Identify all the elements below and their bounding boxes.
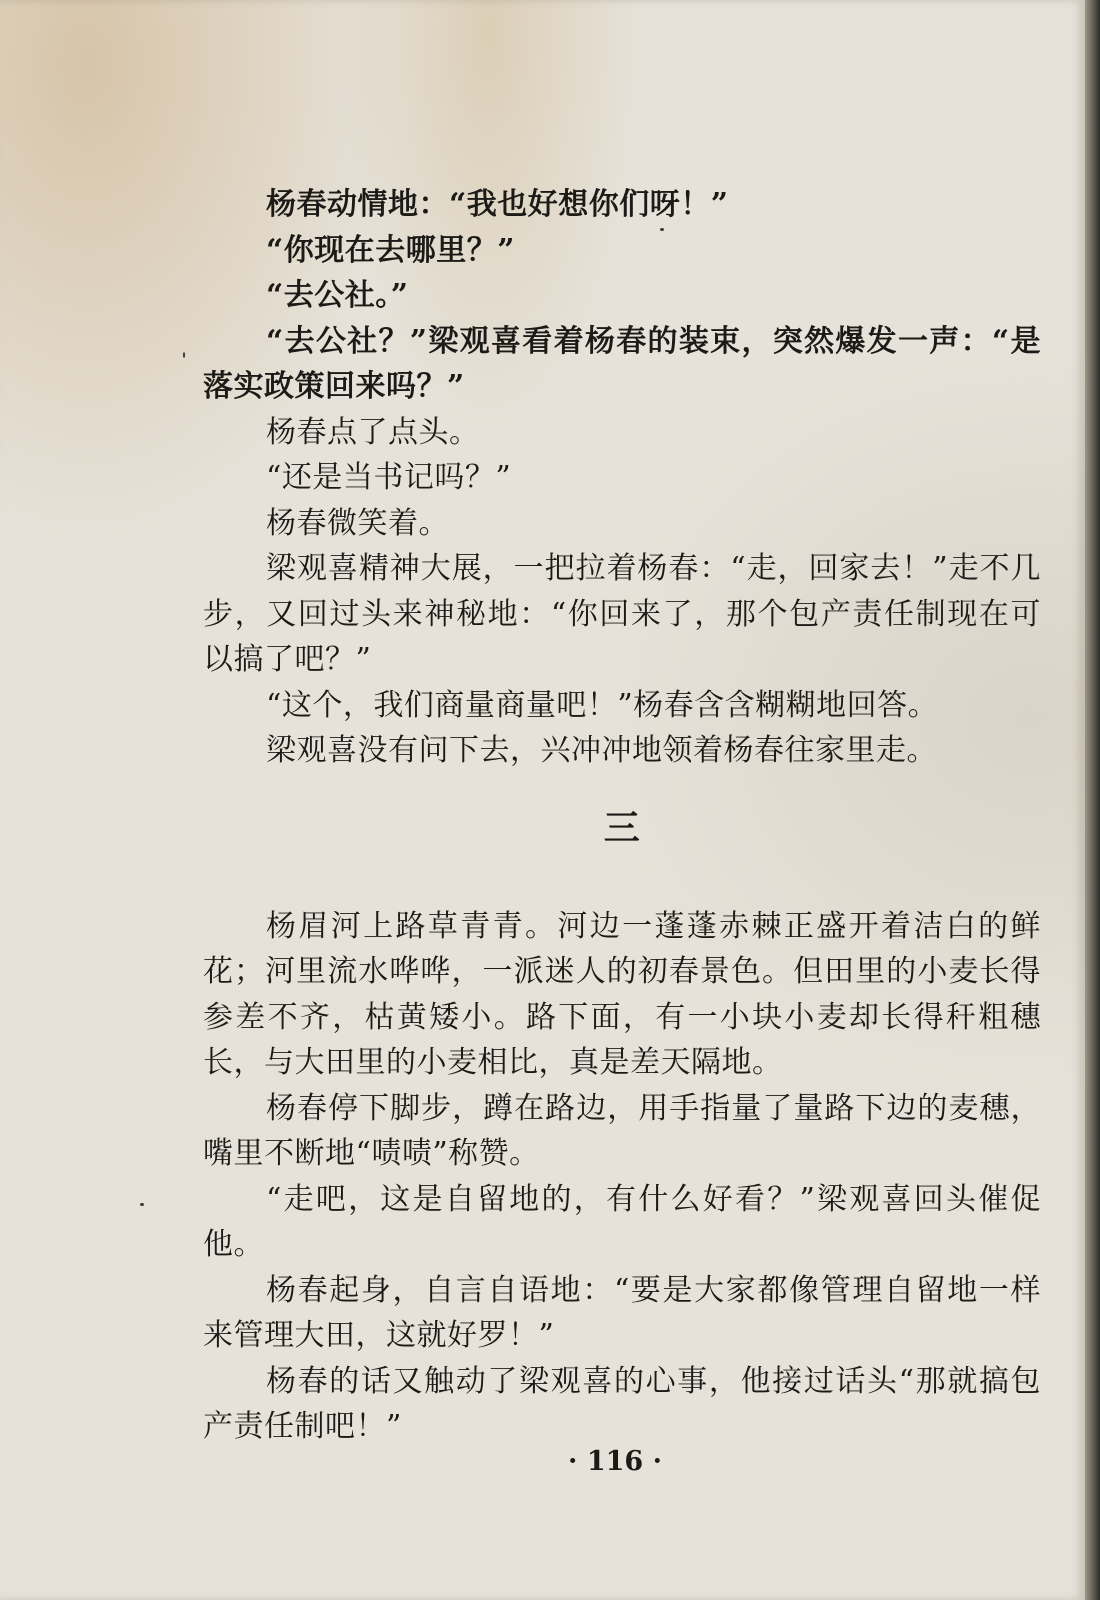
paragraph: 杨春起身，自言自语地：“要是大家都像管理自留地一样来管理大田，这就好罗！” bbox=[203, 1272, 1041, 1353]
paragraph: 杨春的话又触动了梁观喜的心事，他接过话头“那就搞包产责任制吧！” bbox=[203, 1363, 1041, 1444]
paragraph: 梁观喜精神大展，一把拉着杨春：“走，回家去！”走不几步，又回过头来神秘地：“你回来了，那个包产责任制现在可以搞了吧？” bbox=[203, 551, 1041, 677]
paragraph: “走吧，这是自留地的，有什么好看？”梁观喜回头催促他。 bbox=[203, 1181, 1041, 1262]
paragraph: “你现在去哪里？” bbox=[266, 232, 516, 268]
paragraph: “这个，我们商量商量吧！”杨春含含糊糊地回答。 bbox=[266, 687, 939, 723]
paragraph: 杨春停下脚步，蹲在路边，用手指量了量路下边的麦穗，嘴里不断地“啧啧”称赞。 bbox=[203, 1090, 1041, 1171]
paragraph: 杨春点了点头。 bbox=[266, 414, 480, 450]
paragraph: “去公社。” bbox=[266, 278, 409, 313]
ink-speck bbox=[660, 228, 664, 231]
body-text bbox=[203, 182, 1041, 1450]
page-number: · 116 · bbox=[568, 1446, 662, 1477]
section-heading: 三 bbox=[603, 807, 641, 849]
paragraph: 杨春微笑着。 bbox=[266, 505, 449, 541]
paragraph: “还是当书记吗？” bbox=[266, 460, 512, 495]
ink-speck bbox=[183, 352, 185, 358]
ink-speck bbox=[140, 1203, 144, 1206]
page-edge-shadow bbox=[1085, 0, 1100, 1600]
paragraph: 梁观喜没有问下去，兴冲冲地领着杨春往家里走。 bbox=[266, 733, 937, 768]
paragraph: 杨眉河上路草青青。河边一蓬蓬赤棘正盛开着洁白的鲜花；河里流水哗哗，一派迷人的初春景色。但田里的小麦长得参差不齐，枯黄矮小。路下面，有一小块小麦却长得秆粗穗长，与大田里的小麦相比，真是差天隔地。 bbox=[203, 908, 1041, 1080]
paragraph: “去公社？”梁观喜看着杨春的装束，突然爆发一声：“是落实政策回来吗？” bbox=[203, 323, 1041, 404]
paragraph: 杨春动情地：“我也好想你们呀！” bbox=[266, 187, 729, 222]
